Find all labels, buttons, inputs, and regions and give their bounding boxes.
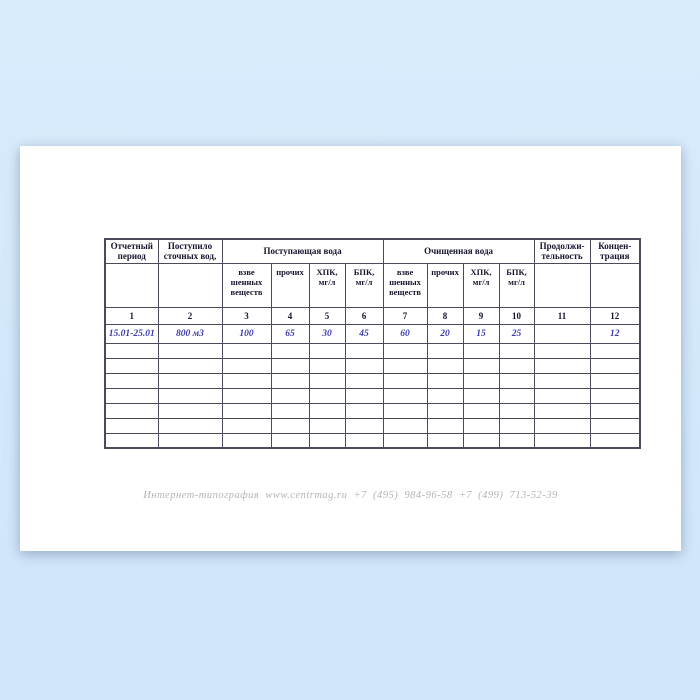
subheader-line: мг/л — [355, 276, 373, 287]
empty-cell — [345, 403, 383, 418]
empty-cell — [158, 433, 222, 448]
cell-incoming-bod: 45 — [345, 324, 383, 343]
table-row — [105, 433, 640, 448]
empty-cell — [499, 403, 534, 418]
table-row — [105, 373, 640, 388]
empty-cell — [105, 343, 158, 358]
empty-cell — [309, 358, 345, 373]
empty-cell — [271, 358, 309, 373]
empty-cell — [427, 388, 463, 403]
empty-cell — [427, 403, 463, 418]
empty-cell — [222, 388, 271, 403]
empty-cell — [345, 388, 383, 403]
cell-incoming-other: 65 — [271, 324, 309, 343]
empty-cell — [158, 418, 222, 433]
header-report-period-line1: Отчетный — [110, 240, 153, 251]
column-number: 2 — [158, 307, 222, 324]
empty-cell — [271, 418, 309, 433]
empty-cell — [309, 433, 345, 448]
empty-cell — [383, 418, 427, 433]
empty-cell — [383, 433, 427, 448]
empty-cell — [345, 373, 383, 388]
table-header-row-subcolumns — [105, 263, 640, 307]
subheader-line: взве — [396, 266, 414, 277]
empty-cell — [463, 358, 499, 373]
empty-cell — [271, 343, 309, 358]
subheader-line: веществ — [230, 286, 263, 297]
empty-cell — [309, 388, 345, 403]
empty-cell — [105, 433, 158, 448]
column-number: 10 — [499, 307, 534, 324]
subheader-incoming-suspended-solids — [222, 263, 271, 307]
blank-entry-rows — [105, 343, 640, 448]
cell-treated-cod: 15 — [463, 324, 499, 343]
header-duration-line2: тельность — [541, 251, 583, 262]
column-number: 9 — [463, 307, 499, 324]
empty-cell — [345, 343, 383, 358]
empty-cell — [463, 403, 499, 418]
header-concentration-line1: Концен- — [598, 240, 632, 251]
table-header-row-groups — [105, 239, 640, 263]
empty-cell — [345, 433, 383, 448]
empty-cell — [105, 418, 158, 433]
subheader-line: шенных — [389, 276, 421, 287]
subheader-treated-suspended-solids — [383, 263, 427, 307]
cell-report-period: 15.01-25.01 — [105, 324, 158, 343]
header-received-line2: сточных вод, — [163, 251, 217, 262]
empty-cell — [534, 358, 590, 373]
subheader-line: БПК, — [506, 266, 527, 277]
column-number: 7 — [383, 307, 427, 324]
empty-cell — [105, 263, 158, 307]
cell-treated-suspended: 60 — [383, 324, 427, 343]
wastewater-log-table — [104, 238, 641, 449]
empty-cell — [222, 358, 271, 373]
cell-concentration: 12 — [590, 324, 640, 343]
column-number-row — [105, 307, 640, 324]
table-row — [105, 358, 640, 373]
cell-treated-bod: 25 — [499, 324, 534, 343]
empty-cell — [222, 418, 271, 433]
subheader-line: ХПК, — [316, 266, 338, 277]
subheader-incoming-cod — [309, 263, 345, 307]
empty-cell — [105, 358, 158, 373]
table-row — [105, 343, 640, 358]
empty-cell — [222, 403, 271, 418]
subheader-line: БПК, — [353, 266, 375, 277]
subheader-line: шенных — [230, 276, 263, 287]
empty-cell — [222, 343, 271, 358]
subheader-line: мг/л — [318, 276, 336, 287]
empty-cell — [383, 358, 427, 373]
empty-cell — [158, 373, 222, 388]
cell-incoming-suspended: 100 — [222, 324, 271, 343]
print-shop-watermark: Интернет-типография www.centrmag.ru +7 (495) 984-96-58 +7 (499) 713-52-39 — [143, 490, 558, 501]
empty-cell — [499, 433, 534, 448]
header-report-period-line2: период — [117, 251, 146, 262]
empty-cell — [590, 388, 640, 403]
column-number: 1 — [105, 307, 158, 324]
empty-cell — [427, 418, 463, 433]
table-row — [105, 388, 640, 403]
cell-duration — [534, 324, 590, 343]
empty-cell — [534, 388, 590, 403]
header-duration — [534, 239, 590, 263]
cell-incoming-cod: 30 — [309, 324, 345, 343]
empty-cell — [383, 388, 427, 403]
subheader-line: взве — [238, 266, 255, 277]
empty-cell — [345, 418, 383, 433]
header-concentration — [590, 239, 640, 263]
header-report-period — [105, 239, 158, 263]
empty-cell — [383, 343, 427, 358]
empty-cell — [590, 373, 640, 388]
empty-cell — [534, 373, 590, 388]
header-incoming-water-group: Поступающая вода — [222, 239, 383, 263]
empty-cell — [463, 418, 499, 433]
header-treated-water-group: Очищенная вода — [383, 239, 534, 263]
column-number: 3 — [222, 307, 271, 324]
empty-cell — [499, 358, 534, 373]
empty-cell — [534, 418, 590, 433]
subheader-incoming-bod — [345, 263, 383, 307]
empty-cell — [105, 373, 158, 388]
subheader-line: веществ — [389, 286, 422, 297]
header-concentration-line2: трация — [600, 251, 630, 262]
empty-cell — [590, 418, 640, 433]
empty-cell — [499, 373, 534, 388]
column-number: 11 — [534, 307, 590, 324]
document-page — [20, 146, 681, 551]
empty-cell — [158, 263, 222, 307]
empty-cell — [105, 403, 158, 418]
empty-cell — [158, 403, 222, 418]
header-received-line1: Поступило — [167, 240, 213, 251]
empty-cell — [309, 403, 345, 418]
empty-cell — [309, 373, 345, 388]
empty-cell — [158, 388, 222, 403]
table-row — [105, 403, 640, 418]
empty-cell — [499, 418, 534, 433]
empty-cell — [271, 403, 309, 418]
empty-cell — [222, 373, 271, 388]
empty-cell — [309, 418, 345, 433]
empty-cell — [534, 433, 590, 448]
empty-cell — [158, 358, 222, 373]
column-number: 8 — [427, 307, 463, 324]
empty-cell — [463, 343, 499, 358]
empty-cell — [222, 433, 271, 448]
empty-cell — [590, 343, 640, 358]
table-row — [105, 418, 640, 433]
empty-cell — [463, 433, 499, 448]
subheader-line: мг/л — [508, 276, 525, 287]
empty-cell — [158, 343, 222, 358]
column-number: 12 — [590, 307, 640, 324]
empty-cell — [534, 343, 590, 358]
empty-cell — [534, 403, 590, 418]
empty-cell — [105, 388, 158, 403]
empty-cell — [271, 433, 309, 448]
header-duration-line1: Продолжи- — [539, 240, 585, 251]
empty-cell — [383, 403, 427, 418]
empty-cell — [463, 388, 499, 403]
header-received-wastewater — [158, 239, 222, 263]
empty-cell — [590, 263, 640, 307]
subheader-line: мг/л — [472, 276, 490, 287]
empty-cell — [345, 358, 383, 373]
column-number: 6 — [345, 307, 383, 324]
subheader-treated-cod — [463, 263, 499, 307]
empty-cell — [383, 373, 427, 388]
subheader-incoming-other: прочих — [271, 263, 309, 307]
empty-cell — [427, 358, 463, 373]
empty-cell — [271, 373, 309, 388]
subheader-line: ХПК, — [470, 266, 492, 277]
empty-cell — [499, 388, 534, 403]
empty-cell — [590, 433, 640, 448]
empty-cell — [427, 343, 463, 358]
empty-cell — [427, 373, 463, 388]
sample-data-row — [105, 324, 640, 343]
cell-received-volume: 800 м3 — [158, 324, 222, 343]
empty-cell — [590, 358, 640, 373]
subheader-treated-other: прочих — [427, 263, 463, 307]
empty-cell — [590, 403, 640, 418]
cell-treated-other: 20 — [427, 324, 463, 343]
empty-cell — [463, 373, 499, 388]
column-number: 5 — [309, 307, 345, 324]
empty-cell — [427, 433, 463, 448]
empty-cell — [271, 388, 309, 403]
subheader-treated-bod — [499, 263, 534, 307]
empty-cell — [499, 343, 534, 358]
empty-cell — [309, 343, 345, 358]
column-number: 4 — [271, 307, 309, 324]
empty-cell — [534, 263, 590, 307]
